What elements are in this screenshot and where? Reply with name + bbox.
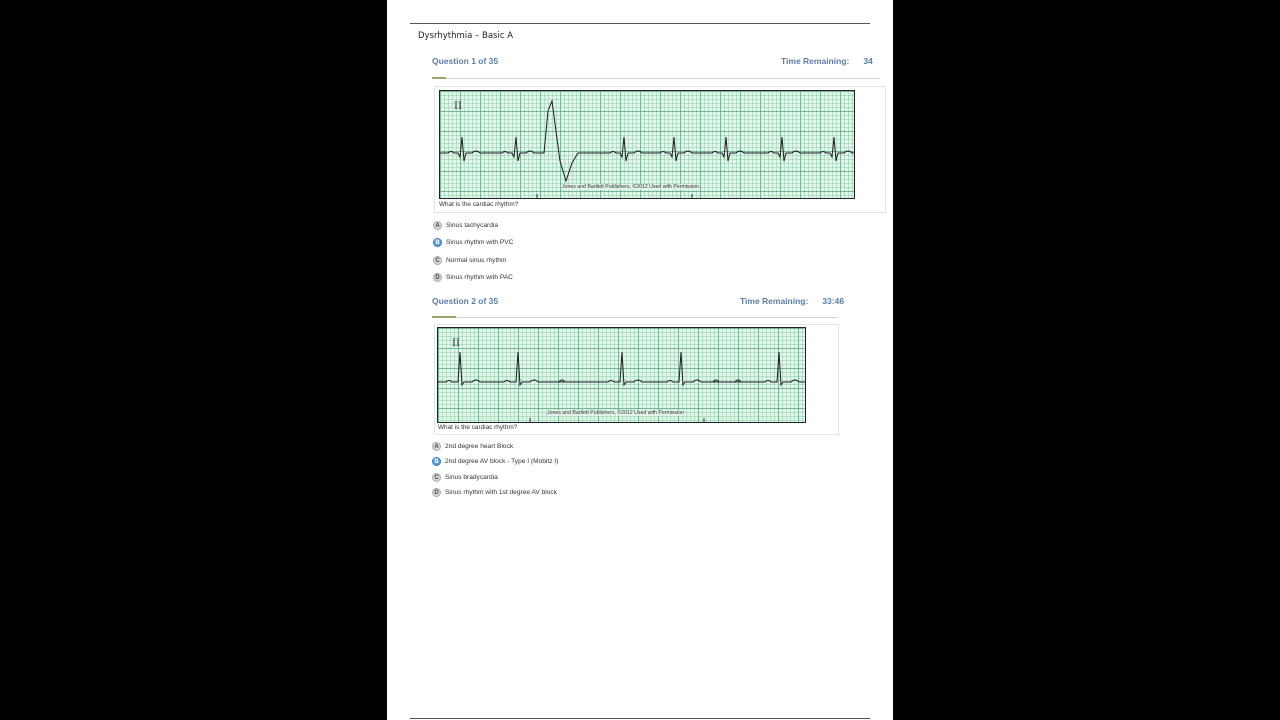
option-text: 2nd degree AV block - Type I (Mobitz I) [445,458,559,465]
option-text: Sinus tachycardia [446,222,499,229]
question-2-option-b[interactable] [432,457,558,466]
question-2-divider-accent [432,316,456,318]
option-letter-badge: C [432,473,441,482]
ecg-strip-1 [439,90,855,199]
option-letter-badge: D [433,273,442,282]
image-credit: Jones and Bartlett Publishers, ©2012 Used with Permission [562,184,700,190]
question-2-option-a[interactable] [432,442,513,451]
image-credit: Jones and Bartlett Publishers, ©2012 Used with Permission [547,410,685,416]
document-page [387,0,893,720]
question-2-option-c[interactable] [432,473,498,482]
ecg-strip-2 [437,327,806,423]
question-1-option-d[interactable] [433,273,513,282]
lead-label: II [454,101,462,112]
option-text: Sinus rhythm with 1st degree AV block [445,489,558,496]
time-remaining-label: Time Remaining: [740,296,809,306]
ecg-trace-1 [440,91,854,198]
time-remaining-label: Time Remaining: [781,56,850,66]
question-2-prompt: What is the cardiac rhythm? [438,424,518,431]
question-1-option-b[interactable] [433,238,513,247]
question-1-divider [432,78,880,79]
option-text: Normal sinus rhythm [446,257,507,264]
question-2-option-d[interactable] [432,488,557,497]
question-1-timer [781,56,873,66]
option-letter-badge: D [432,488,441,497]
time-remaining-value: 34 [863,56,873,66]
option-letter-badge-selected: B [433,238,442,247]
option-text: Sinus rhythm with PVC [446,239,514,246]
ecg-waveform [438,352,805,385]
question-1-option-c[interactable] [433,256,506,265]
option-text: Sinus bradycardia [445,474,498,481]
document-title: Dysrhythmia – Basic A [418,31,514,41]
lead-label: II [452,338,460,349]
time-remaining-value: 33:46 [822,296,845,306]
option-letter-badge-selected: B [432,457,441,466]
option-letter-badge: A [433,221,442,230]
top-rule [410,23,870,24]
ecg-waveform [440,101,854,181]
option-text: 2nd degree heart Block [445,443,514,450]
ecg-trace-2 [438,328,805,422]
option-letter-badge: A [432,442,441,451]
question-1-divider-accent [432,77,446,79]
question-1-header: Question 1 of 35 [432,56,499,66]
question-1-option-a[interactable] [433,221,498,230]
question-2-divider [432,317,838,318]
option-text: Sinus rhythm with PAC [446,274,513,281]
question-2-timer [740,296,844,306]
question-2-header: Question 2 of 35 [432,296,499,306]
bottom-rule [410,718,870,719]
question-1-prompt: What is the cardiac rhythm? [439,201,519,208]
option-letter-badge: C [433,256,442,265]
